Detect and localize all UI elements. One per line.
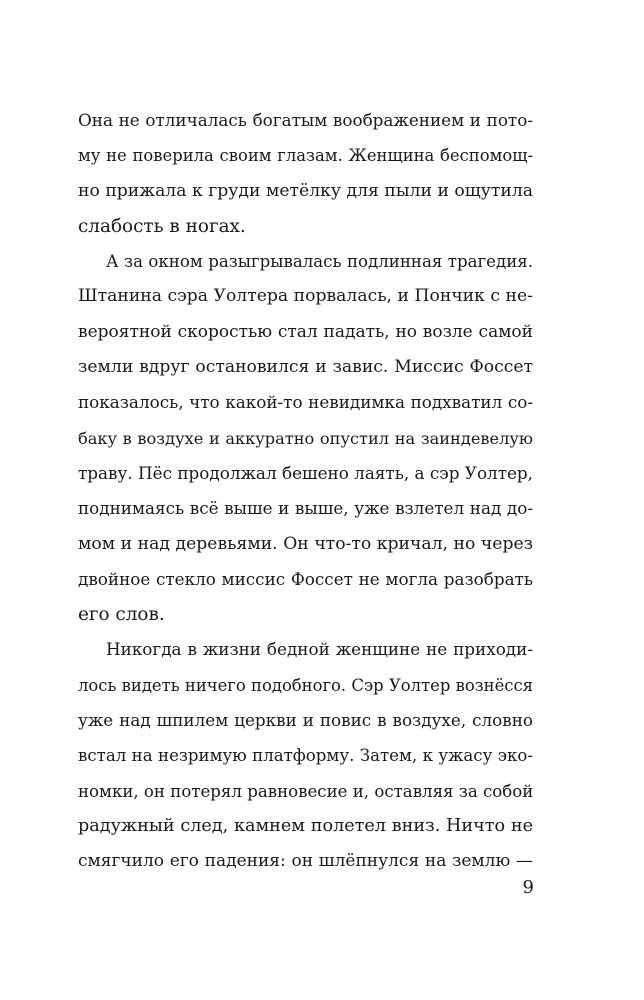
text-line: двойное стекло миссис Фоссет не могла разобрать (78, 568, 533, 589)
text-line: слабость в ногах. (78, 215, 246, 237)
text-line: уже над шпилем церкви и повис в воздухе, словно (78, 710, 533, 731)
text-line: баку в воздухе и аккуратно опустил на заиндевелую (78, 428, 533, 448)
text-line: Штанина сэра Уолтера порвалась, и Пончик с не- (78, 286, 533, 307)
paragraph-1 (78, 103, 533, 244)
text-line: но прижала к груди метёлку для пыли и ощутила (78, 180, 533, 201)
page-number: 9 (522, 877, 534, 898)
text-line: А за окном разыгрывалась подлинная трагедия. (106, 252, 533, 272)
text-line: показалось, что какой-то невидимка подхватил со- (78, 392, 533, 413)
text-line: его слов. (78, 604, 165, 626)
body-text (78, 103, 533, 880)
paragraph-3 (78, 632, 533, 879)
text-line: траву. Пёс продолжал бешено лаять, а сэр Уолтер, (78, 462, 533, 483)
text-line: встал на незримую платформу. Затем, к ужасу эко- (78, 746, 533, 766)
text-line: Она не отличалась богатым воображением и пото- (78, 110, 533, 130)
text-line: мом и над деревьями. Он что-то кричал, но через (78, 533, 533, 554)
text-line: лось видеть ничего подобного. Сэр Уолтер вознёсся (78, 675, 533, 695)
text-line: вероятной скоростью стал падать, но возле самой (78, 321, 533, 342)
text-line: му не поверила своим глазам. Женщина беспомощ- (78, 146, 533, 166)
text-line: радужный след, камнем полетел вниз. Ничто не (78, 815, 533, 836)
paragraph-2 (78, 244, 533, 632)
text-line: поднимаясь всё выше и выше, уже взлетел над до- (78, 498, 533, 519)
text-line: Никогда в жизни бедной женщине не приходи- (106, 639, 533, 660)
text-line: смягчило его падения: он шлёпнулся на землю — (78, 851, 533, 872)
text-line: земли вдруг остановился и завис. Миссис Фоссет (78, 357, 533, 378)
text-line: номки, он потерял равновесие и, оставляя за собой (78, 781, 534, 801)
